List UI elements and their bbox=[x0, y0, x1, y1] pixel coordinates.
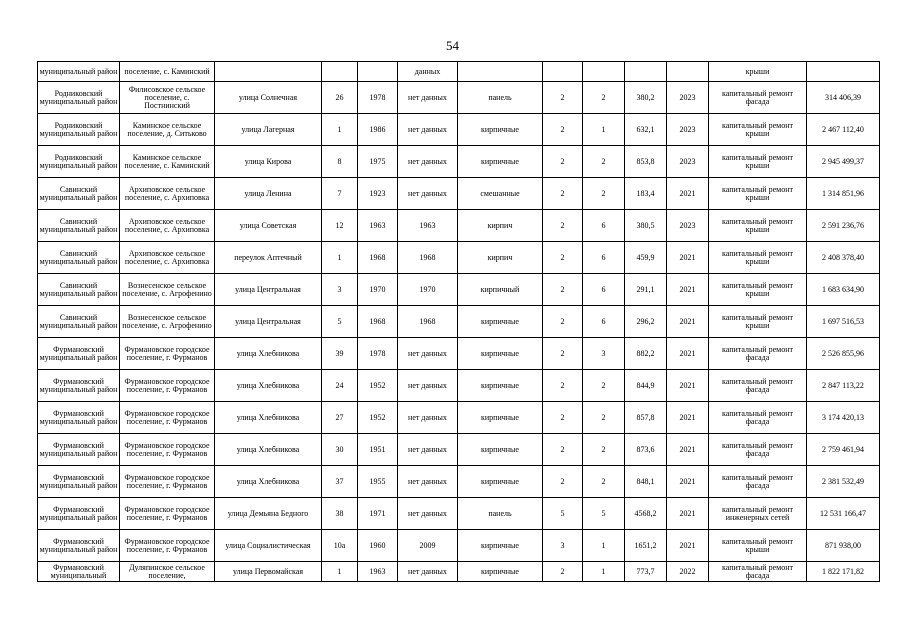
cell-built: 1971 bbox=[358, 498, 398, 530]
cell-work: капитальный ремонт крыши bbox=[709, 274, 807, 306]
cell-settlement: Фурмановское городское поселение, г. Фурманов bbox=[120, 434, 215, 466]
table-row bbox=[38, 434, 880, 466]
cell-area: 1651,2 bbox=[625, 530, 667, 562]
cell-last-repair: 1968 bbox=[398, 242, 458, 274]
cell-street: улица Солнечная bbox=[215, 82, 322, 114]
cell-cost: 2 408 378,40 bbox=[807, 242, 880, 274]
cell-entrances: 2 bbox=[583, 146, 625, 178]
cell-street: улица Первомайская bbox=[215, 562, 322, 582]
cell-street: улица Ленина bbox=[215, 178, 322, 210]
cell-area bbox=[625, 62, 667, 82]
cell-year: 2021 bbox=[667, 338, 709, 370]
cell-settlement: Дуляпинское сельское поселение, bbox=[120, 562, 215, 582]
cell-street: улица Кирова bbox=[215, 146, 322, 178]
cell-wall: кирпичные bbox=[458, 306, 543, 338]
cell-street: улица Хлебникова bbox=[215, 402, 322, 434]
cell-year bbox=[667, 62, 709, 82]
cell-wall: кирпичные bbox=[458, 370, 543, 402]
cell-district: Савинский муниципальный район bbox=[38, 306, 120, 338]
cell-house: 39 bbox=[322, 338, 358, 370]
cell-year: 2023 bbox=[667, 210, 709, 242]
cell-built: 1960 bbox=[358, 530, 398, 562]
cell-floors: 5 bbox=[543, 498, 583, 530]
cell-built: 1978 bbox=[358, 338, 398, 370]
cell-year: 2021 bbox=[667, 434, 709, 466]
cell-settlement: поселение, с. Каминский bbox=[120, 62, 215, 82]
cell-area: 380,5 bbox=[625, 210, 667, 242]
cell-last-repair: 1963 bbox=[398, 210, 458, 242]
cell-street: улица Центральная bbox=[215, 306, 322, 338]
cell-work: капитальный ремонт фасада bbox=[709, 562, 807, 582]
cell-wall: кирпичные bbox=[458, 402, 543, 434]
cell-floors: 2 bbox=[543, 434, 583, 466]
cell-wall: кирпич bbox=[458, 210, 543, 242]
cell-house: 24 bbox=[322, 370, 358, 402]
cell-year: 2021 bbox=[667, 370, 709, 402]
cell-house: 26 bbox=[322, 82, 358, 114]
cell-year: 2021 bbox=[667, 274, 709, 306]
cell-work: капитальный ремонт фасада bbox=[709, 466, 807, 498]
cell-entrances: 2 bbox=[583, 178, 625, 210]
table-row bbox=[38, 62, 880, 82]
cell-street: улица Хлебникова bbox=[215, 466, 322, 498]
cell-entrances: 2 bbox=[583, 466, 625, 498]
cell-floors: 2 bbox=[543, 242, 583, 274]
cell-area: 857,8 bbox=[625, 402, 667, 434]
cell-floors: 2 bbox=[543, 114, 583, 146]
cell-entrances: 2 bbox=[583, 82, 625, 114]
cell-settlement: Фурмановское городское поселение, г. Фурманов bbox=[120, 466, 215, 498]
cell-last-repair: нет данных bbox=[398, 402, 458, 434]
cell-street: улица Хлебникова bbox=[215, 434, 322, 466]
cell-cost: 2 591 236,76 bbox=[807, 210, 880, 242]
cell-street: улица Хлебникова bbox=[215, 338, 322, 370]
page-number: 54 bbox=[446, 38, 459, 53]
cell-house: 37 bbox=[322, 466, 358, 498]
cell-floors: 2 bbox=[543, 82, 583, 114]
cell-house: 1 bbox=[322, 114, 358, 146]
cell-wall: кирпичные bbox=[458, 562, 543, 582]
cell-floors: 2 bbox=[543, 146, 583, 178]
cell-wall: кирпичные bbox=[458, 146, 543, 178]
cell-area: 844,9 bbox=[625, 370, 667, 402]
cell-work: капитальный ремонт фасада bbox=[709, 434, 807, 466]
cell-entrances: 6 bbox=[583, 242, 625, 274]
cell-cost: 314 406,39 bbox=[807, 82, 880, 114]
cell-cost: 3 174 420,13 bbox=[807, 402, 880, 434]
table-row bbox=[38, 562, 880, 582]
cell-wall bbox=[458, 62, 543, 82]
cell-cost: 2 381 532,49 bbox=[807, 466, 880, 498]
cell-district: Фурмановский муниципальный район bbox=[38, 338, 120, 370]
cell-house: 12 bbox=[322, 210, 358, 242]
cell-district: Фурмановский муниципальный район bbox=[38, 466, 120, 498]
cell-built: 1968 bbox=[358, 242, 398, 274]
cell-year: 2021 bbox=[667, 306, 709, 338]
table-row bbox=[38, 210, 880, 242]
cell-built: 1952 bbox=[358, 402, 398, 434]
cell-work: капитальный ремонт фасада bbox=[709, 370, 807, 402]
cell-cost: 2 467 112,40 bbox=[807, 114, 880, 146]
cell-year: 2021 bbox=[667, 178, 709, 210]
cell-work: капитальный ремонт крыши bbox=[709, 530, 807, 562]
table-row bbox=[38, 242, 880, 274]
cell-cost: 2 759 461,94 bbox=[807, 434, 880, 466]
cell-cost: 1 822 171,82 bbox=[807, 562, 880, 582]
cell-last-repair: 1970 bbox=[398, 274, 458, 306]
cell-year: 2021 bbox=[667, 466, 709, 498]
table-row bbox=[38, 370, 880, 402]
cell-cost: 1 697 516,53 bbox=[807, 306, 880, 338]
table-row bbox=[38, 402, 880, 434]
cell-last-repair: нет данных bbox=[398, 466, 458, 498]
cell-house: 7 bbox=[322, 178, 358, 210]
cell-year: 2021 bbox=[667, 498, 709, 530]
cell-built: 1970 bbox=[358, 274, 398, 306]
cell-entrances: 1 bbox=[583, 530, 625, 562]
table-row bbox=[38, 306, 880, 338]
cell-cost: 1 683 634,90 bbox=[807, 274, 880, 306]
cell-cost: 871 938,00 bbox=[807, 530, 880, 562]
table-row bbox=[38, 498, 880, 530]
cell-area: 183,4 bbox=[625, 178, 667, 210]
cell-district: Родниковский муниципальный район bbox=[38, 114, 120, 146]
cell-last-repair: нет данных bbox=[398, 114, 458, 146]
cell-house: 3 bbox=[322, 274, 358, 306]
cell-floors: 2 bbox=[543, 466, 583, 498]
cell-year: 2023 bbox=[667, 146, 709, 178]
cell-wall: кирпичные bbox=[458, 466, 543, 498]
cell-street: улица Хлебникова bbox=[215, 370, 322, 402]
cell-house: 10а bbox=[322, 530, 358, 562]
cell-wall: кирпичные bbox=[458, 530, 543, 562]
cell-built: 1978 bbox=[358, 82, 398, 114]
table-row bbox=[38, 338, 880, 370]
cell-entrances: 6 bbox=[583, 274, 625, 306]
cell-area: 773,7 bbox=[625, 562, 667, 582]
table-row bbox=[38, 82, 880, 114]
cell-area: 291,1 bbox=[625, 274, 667, 306]
housing-repair-table bbox=[37, 61, 880, 582]
cell-wall: кирпичные bbox=[458, 338, 543, 370]
cell-work: капитальный ремонт крыши bbox=[709, 114, 807, 146]
cell-area: 882,2 bbox=[625, 338, 667, 370]
cell-area: 853,8 bbox=[625, 146, 667, 178]
cell-district: Родниковский муниципальный район bbox=[38, 146, 120, 178]
cell-floors: 2 bbox=[543, 402, 583, 434]
cell-entrances: 1 bbox=[583, 562, 625, 582]
cell-wall: панель bbox=[458, 82, 543, 114]
cell-street: улица Лагерная bbox=[215, 114, 322, 146]
cell-street: улица Социалистическая bbox=[215, 530, 322, 562]
cell-last-repair: нет данных bbox=[398, 370, 458, 402]
cell-district: Савинский муниципальный район bbox=[38, 210, 120, 242]
cell-work: капитальный ремонт инженерных сетей bbox=[709, 498, 807, 530]
table-row bbox=[38, 466, 880, 498]
cell-settlement: Архиповское сельское поселение, с. Архиповка bbox=[120, 178, 215, 210]
cell-area: 4568,2 bbox=[625, 498, 667, 530]
cell-floors: 3 bbox=[543, 530, 583, 562]
cell-entrances: 1 bbox=[583, 114, 625, 146]
table-row bbox=[38, 146, 880, 178]
cell-area: 459,9 bbox=[625, 242, 667, 274]
cell-cost: 2 945 499,37 bbox=[807, 146, 880, 178]
cell-street: улица Центральная bbox=[215, 274, 322, 306]
cell-work: капитальный ремонт фасада bbox=[709, 82, 807, 114]
cell-work: капитальный ремонт фасада bbox=[709, 402, 807, 434]
cell-built: 1968 bbox=[358, 306, 398, 338]
cell-settlement: Фурмановское городское поселение, г. Фурманов bbox=[120, 370, 215, 402]
cell-house: 5 bbox=[322, 306, 358, 338]
cell-settlement: Архиповское сельское поселение, с. Архиповка bbox=[120, 210, 215, 242]
cell-entrances: 6 bbox=[583, 210, 625, 242]
cell-house: 38 bbox=[322, 498, 358, 530]
cell-area: 296,2 bbox=[625, 306, 667, 338]
cell-street: переулок Аптечный bbox=[215, 242, 322, 274]
cell-area: 873,6 bbox=[625, 434, 667, 466]
cell-floors: 2 bbox=[543, 370, 583, 402]
cell-settlement: Архиповское сельское поселение, с. Архиповка bbox=[120, 242, 215, 274]
cell-wall: кирпичный bbox=[458, 274, 543, 306]
cell-entrances: 6 bbox=[583, 306, 625, 338]
cell-settlement: Фурмановское городское поселение, г. Фурманов bbox=[120, 530, 215, 562]
cell-settlement: Вознесенское сельское поселение, с. Агрофенино bbox=[120, 274, 215, 306]
cell-entrances: 2 bbox=[583, 370, 625, 402]
cell-street: улица Демьяна Бедного bbox=[215, 498, 322, 530]
cell-year: 2021 bbox=[667, 242, 709, 274]
cell-work: капитальный ремонт крыши bbox=[709, 146, 807, 178]
table-row bbox=[38, 114, 880, 146]
cell-district: Фурмановский муниципальный bbox=[38, 562, 120, 582]
cell-entrances: 2 bbox=[583, 434, 625, 466]
cell-last-repair: нет данных bbox=[398, 82, 458, 114]
cell-built bbox=[358, 62, 398, 82]
cell-entrances: 5 bbox=[583, 498, 625, 530]
cell-district: Фурмановский муниципальный район bbox=[38, 498, 120, 530]
cell-district: Фурмановский муниципальный район bbox=[38, 434, 120, 466]
cell-area: 632,1 bbox=[625, 114, 667, 146]
cell-settlement: Фурмановское городское поселение, г. Фурманов bbox=[120, 338, 215, 370]
cell-last-repair: нет данных bbox=[398, 338, 458, 370]
cell-last-repair: нет данных bbox=[398, 178, 458, 210]
cell-built: 1923 bbox=[358, 178, 398, 210]
cell-settlement: Фурмановское городское поселение, г. Фурманов bbox=[120, 498, 215, 530]
cell-cost: 2 847 113,22 bbox=[807, 370, 880, 402]
cell-built: 1986 bbox=[358, 114, 398, 146]
cell-work: капитальный ремонт крыши bbox=[709, 242, 807, 274]
cell-built: 1963 bbox=[358, 562, 398, 582]
cell-house: 8 bbox=[322, 146, 358, 178]
table-row bbox=[38, 274, 880, 306]
cell-district: Савинский муниципальный район bbox=[38, 274, 120, 306]
cell-floors: 2 bbox=[543, 210, 583, 242]
cell-built: 1963 bbox=[358, 210, 398, 242]
cell-built: 1952 bbox=[358, 370, 398, 402]
cell-floors: 2 bbox=[543, 274, 583, 306]
cell-built: 1975 bbox=[358, 146, 398, 178]
cell-built: 1955 bbox=[358, 466, 398, 498]
cell-work: капитальный ремонт крыши bbox=[709, 210, 807, 242]
cell-work: крыши bbox=[709, 62, 807, 82]
cell-house: 27 bbox=[322, 402, 358, 434]
cell-wall: кирпич bbox=[458, 242, 543, 274]
cell-year: 2023 bbox=[667, 82, 709, 114]
cell-floors: 2 bbox=[543, 178, 583, 210]
cell-wall: панель bbox=[458, 498, 543, 530]
cell-settlement: Фурмановское городское поселение, г. Фурманов bbox=[120, 402, 215, 434]
cell-cost: 1 314 851,96 bbox=[807, 178, 880, 210]
cell-wall: смешанные bbox=[458, 178, 543, 210]
cell-floors: 2 bbox=[543, 338, 583, 370]
cell-cost: 2 526 855,96 bbox=[807, 338, 880, 370]
cell-year: 2023 bbox=[667, 114, 709, 146]
cell-entrances: 3 bbox=[583, 338, 625, 370]
cell-cost: 12 531 166,47 bbox=[807, 498, 880, 530]
cell-wall: кирпичные bbox=[458, 114, 543, 146]
table-row bbox=[38, 178, 880, 210]
cell-last-repair: данных bbox=[398, 62, 458, 82]
cell-area: 848,1 bbox=[625, 466, 667, 498]
cell-district: Савинский муниципальный район bbox=[38, 242, 120, 274]
cell-last-repair: нет данных bbox=[398, 562, 458, 582]
cell-last-repair: нет данных bbox=[398, 434, 458, 466]
cell-settlement: Филисовское сельское поселение, с. Постнинский bbox=[120, 82, 215, 114]
cell-last-repair: 2009 bbox=[398, 530, 458, 562]
cell-district: муниципальный район bbox=[38, 62, 120, 82]
cell-district: Фурмановский муниципальный район bbox=[38, 530, 120, 562]
cell-district: Фурмановский муниципальный район bbox=[38, 370, 120, 402]
cell-year: 2021 bbox=[667, 402, 709, 434]
cell-cost bbox=[807, 62, 880, 82]
cell-last-repair: нет данных bbox=[398, 498, 458, 530]
cell-last-repair: 1968 bbox=[398, 306, 458, 338]
cell-house: 1 bbox=[322, 562, 358, 582]
cell-area: 380,2 bbox=[625, 82, 667, 114]
cell-wall: кирпичные bbox=[458, 434, 543, 466]
cell-built: 1951 bbox=[358, 434, 398, 466]
cell-house: 30 bbox=[322, 434, 358, 466]
cell-district: Фурмановский муниципальный район bbox=[38, 402, 120, 434]
cell-house: 1 bbox=[322, 242, 358, 274]
cell-year: 2021 bbox=[667, 530, 709, 562]
cell-last-repair: нет данных bbox=[398, 146, 458, 178]
cell-street: улица Советская bbox=[215, 210, 322, 242]
cell-floors: 2 bbox=[543, 306, 583, 338]
cell-district: Родниковский муниципальный район bbox=[38, 82, 120, 114]
cell-settlement: Каминское сельское поселение, с. Каминский bbox=[120, 146, 215, 178]
cell-street bbox=[215, 62, 322, 82]
cell-entrances bbox=[583, 62, 625, 82]
cell-floors: 2 bbox=[543, 562, 583, 582]
cell-district: Савинский муниципальный район bbox=[38, 178, 120, 210]
cell-settlement: Вознесенское сельское поселение, с. Агрофенино bbox=[120, 306, 215, 338]
cell-floors bbox=[543, 62, 583, 82]
cell-house bbox=[322, 62, 358, 82]
cell-entrances: 2 bbox=[583, 402, 625, 434]
cell-settlement: Каминское сельское поселение, д. Ситьково bbox=[120, 114, 215, 146]
cell-work: капитальный ремонт крыши bbox=[709, 306, 807, 338]
cell-year: 2022 bbox=[667, 562, 709, 582]
cell-work: капитальный ремонт крыши bbox=[709, 178, 807, 210]
cell-work: капитальный ремонт фасада bbox=[709, 338, 807, 370]
table-row bbox=[38, 530, 880, 562]
